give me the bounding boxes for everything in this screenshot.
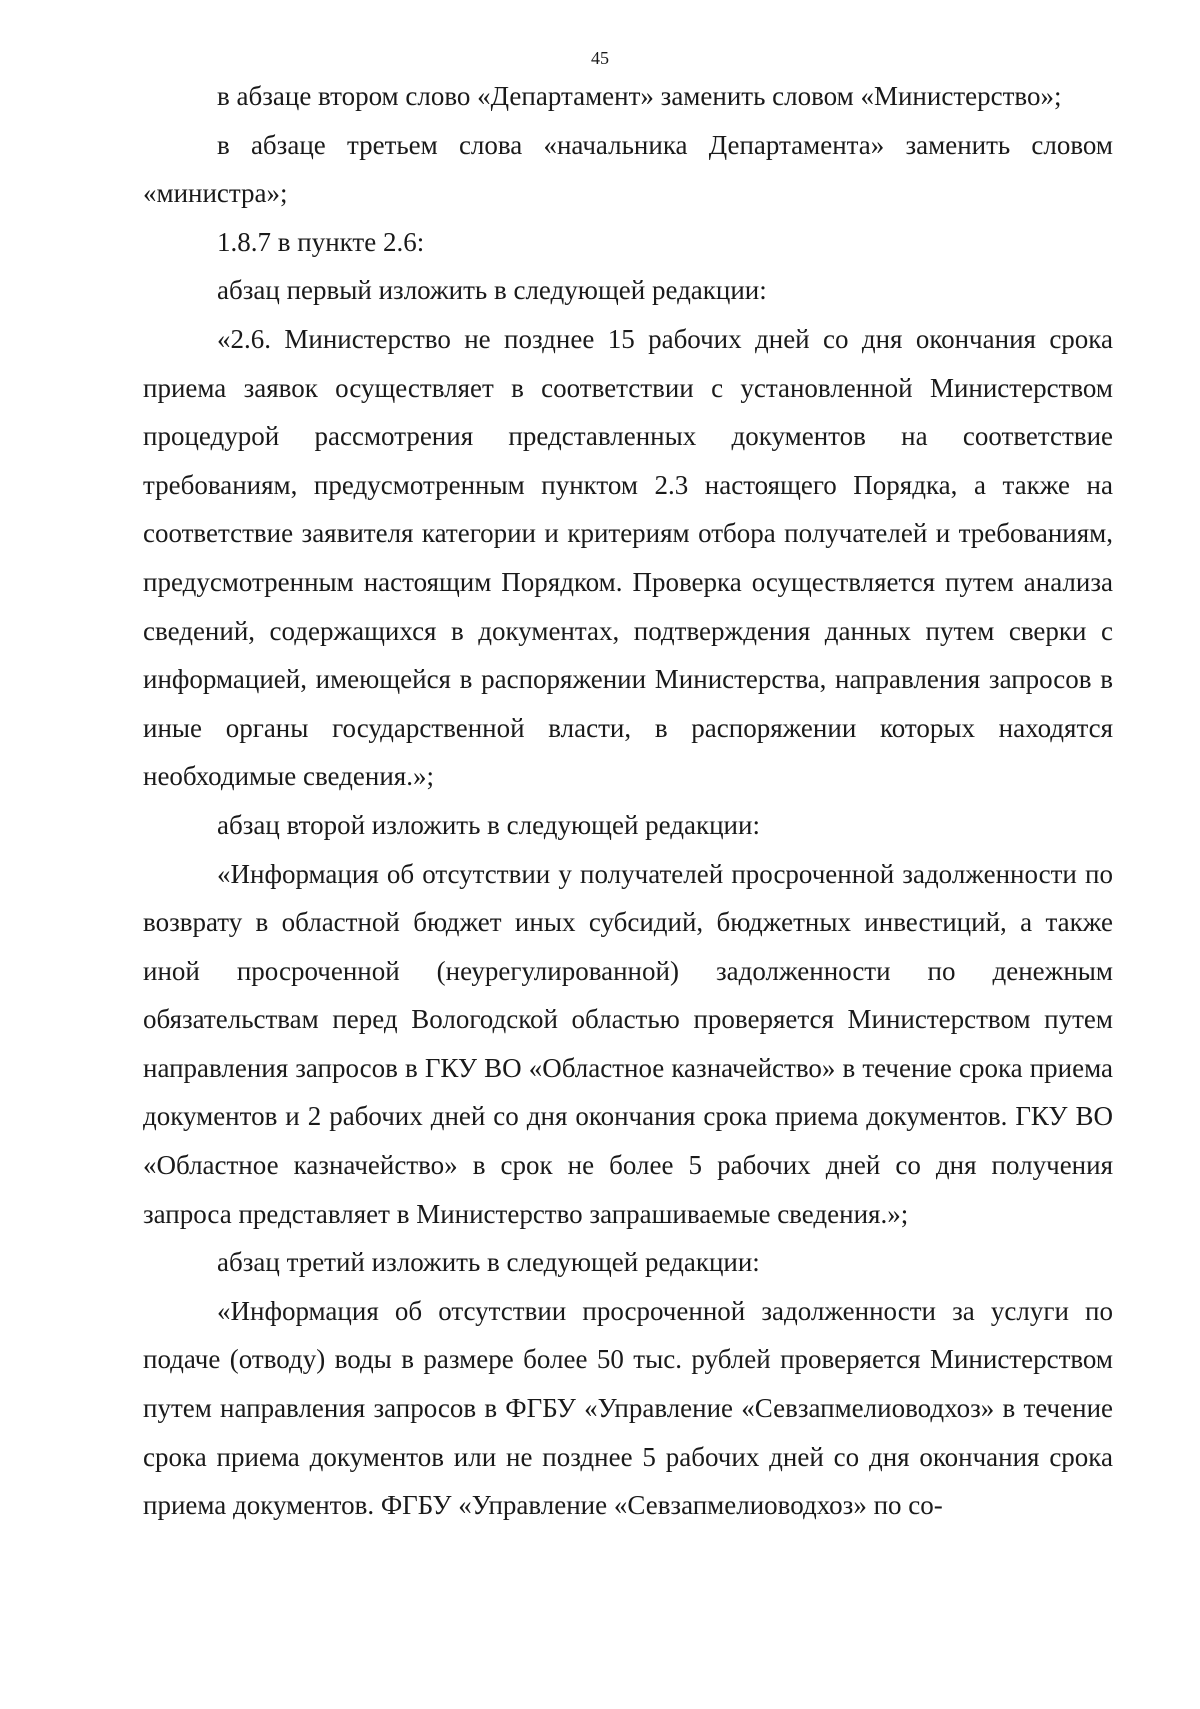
paragraph-water-debt-information: «Информация об отсутствии просроченной задолженности за услуги по подаче (отводу) воды в размере более 50 тыс. рублей проверяется Министерством путем направления запросов в ФГБУ «Управление «Севзапмелиоводхоз» в течение срока приема документов или не позднее 5 рабочих дней со дня окончания срока приема документов. ФГБУ «Управление «Севзапмелиоводхоз» по со- bbox=[143, 1295, 1113, 1521]
document-body bbox=[143, 72, 1113, 1530]
paragraph-replace-department: в абзаце втором слово «Департамент» заменить словом «Министерство»; bbox=[217, 81, 1062, 111]
paragraph-item-1-8-7: 1.8.7 в пункте 2.6: bbox=[217, 226, 425, 257]
paragraph-first-abzac-instruction: абзац первый изложить в следующей редакции: bbox=[217, 275, 767, 306]
paragraph-replace-head: в абзаце третьем слова «начальника Департамента» заменить словом «министра»; bbox=[143, 129, 1113, 209]
paragraph-debt-information: «Информация об отсутствии у получателей просроченной задолженности по возврату в областной бюджет иных субсидий, бюджетных инвестиций, а также иной просроченной (неурегулированной) задолженности по денежным обязательствам перед Вологодской областью проверяется Министерством путем направления запросов в ГКУ ВО «Областное казначейство» в течение срока приема документов и 2 рабочих дней со дня окончания срока приема документов. ГКУ ВО «Областное казначейство» в срок не более 5 рабочих дней со дня получения запроса представляет в Министерство запрашиваемые сведения.»; bbox=[143, 858, 1113, 1229]
paragraph-second-abzac-instruction: абзац второй изложить в следующей редакции: bbox=[217, 809, 760, 840]
paragraph-third-abzac-instruction: абзац третий изложить в следующей редакции: bbox=[217, 1247, 760, 1278]
page-number: 45 bbox=[591, 48, 609, 68]
paragraph-clause-2-6: «2.6. Министерство не позднее 15 рабочих дней со дня окончания срока приема заявок осуществляет в соответствии с установленной Министерством процедурой рассмотрения представленных документов на соответствие требованиям, предусмотренным пунктом 2.3 настоящего Порядка, а также на соответствие заявителя категории и критериям отбора получателей и требованиям, предусмотренным настоящим Порядком. Проверка осуществляется путем анализа сведений, содержащихся в документах, подтверждения данных путем сверки с информацией, имеющейся в распоряжении Министерства, направления запросов в иные органы государственной власти, в распоряжении которых находятся необходимые сведения.»; bbox=[143, 323, 1113, 792]
